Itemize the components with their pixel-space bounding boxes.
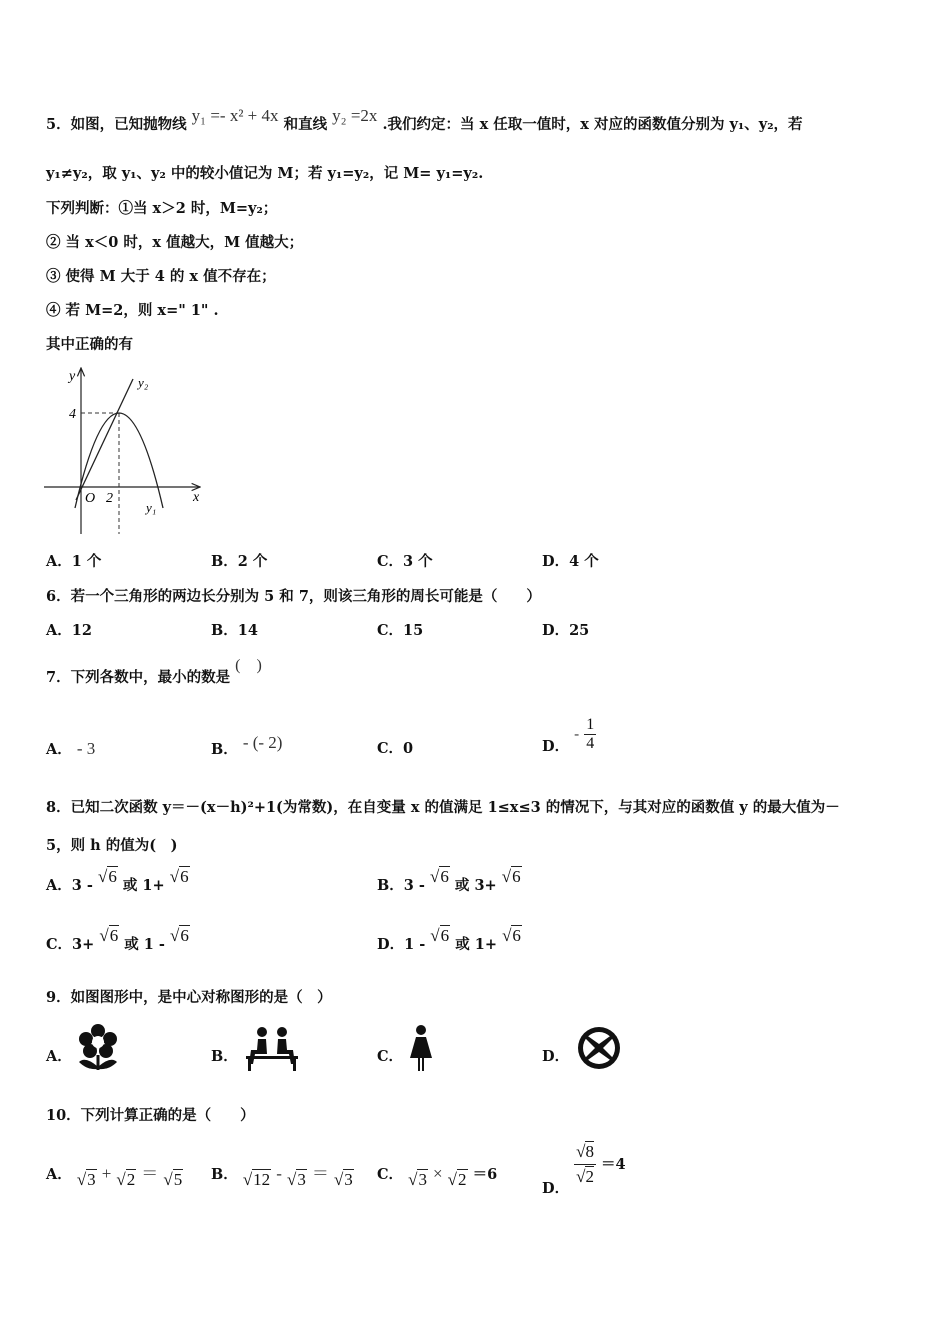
q10-b-eq: ＝: [311, 1164, 329, 1183]
q8-b-rad1: 6: [440, 867, 449, 886]
q7-a-label: A．: [46, 741, 72, 758]
woman-figure-icon: [407, 1024, 435, 1072]
q7-b-label: B．: [211, 741, 238, 758]
q8-d-sqrt2: √6: [502, 926, 521, 945]
seated-couple-icon: [243, 1026, 301, 1072]
q8-d-mid: 或 1+: [455, 936, 497, 953]
q8-c-mid: 或 1 -: [124, 936, 165, 953]
q10-a-sqrt2: √2: [116, 1170, 136, 1189]
q8-a-rad1: 6: [108, 867, 117, 886]
q5-text-b: 和直线: [283, 116, 328, 133]
q7-option-a[interactable]: [46, 739, 95, 760]
q9-question: 9．如图图形中，是中心对称图形的是（ ）: [46, 989, 332, 1006]
q7-d-num: 1: [586, 716, 595, 733]
q10-c-sqrt2: √2: [447, 1170, 467, 1189]
q10-d-num-sqrt: √8: [574, 1140, 596, 1165]
q6-option-a[interactable]: A．12: [46, 622, 92, 639]
q8-c-rad1: 6: [109, 926, 119, 945]
q10-d-label: D．: [542, 1179, 570, 1197]
q9-c-label: C．: [377, 1048, 404, 1065]
q5-judge-intro: 下列判断：①当 x＞2 时，M=y₂；: [46, 200, 278, 217]
q5-option-c[interactable]: C．3 个: [377, 553, 433, 570]
q10-d-den: 2: [585, 1167, 594, 1186]
q5-line2: y₁≠y₂，取 y₁、y₂ 中的较小值记为 M；若 y₁=y₂，记 M= y₁=y₂.: [46, 165, 484, 182]
q8-c-sqrt2: √6: [170, 926, 189, 945]
q8-a-mid: 或 1+: [122, 877, 165, 894]
q10-a-sqrt3: √5: [163, 1170, 183, 1189]
q8-option-b[interactable]: [377, 867, 522, 896]
q10-a-sqrt1: √3: [76, 1170, 96, 1189]
q10-c-eq: ＝6: [472, 1166, 498, 1183]
line-y2: [76, 379, 133, 500]
q9-option-b[interactable]: [211, 1047, 238, 1067]
q10-b-label: B．: [211, 1166, 238, 1183]
q10-a-op: +: [101, 1164, 112, 1183]
q8-option-c[interactable]: [46, 926, 190, 955]
q9-option-c[interactable]: [377, 1047, 403, 1067]
q10-option-c[interactable]: [377, 1164, 498, 1189]
q10-b-r1: 12: [253, 1170, 271, 1189]
q10-option-a[interactable]: [46, 1164, 183, 1189]
q8-c-pre: C．3+: [46, 936, 95, 953]
q8-c-sqrt1: √6: [99, 926, 119, 945]
q7-b-value: - (- 2): [242, 733, 283, 752]
q10-question: 10．下列计算正确的是（ ）: [46, 1107, 255, 1124]
q7-a-value: - 3: [76, 739, 96, 758]
q7-question: [46, 657, 262, 688]
graph-tick-y: 4: [69, 407, 76, 422]
circle-cross-icon: [574, 1024, 624, 1072]
q10-d-eq: ＝4: [601, 1155, 626, 1173]
q9-a-label: A．: [46, 1048, 72, 1065]
q8-b-sqrt2: √6: [501, 867, 521, 886]
q5-line1: [46, 106, 803, 135]
q10-d-fraction: [574, 1140, 596, 1189]
q10-b-sqrt3: √3: [333, 1170, 353, 1189]
graph-x-label: x: [193, 490, 200, 505]
q8-d-rad1: 6: [440, 926, 450, 945]
q7-d-label: D．: [542, 737, 570, 755]
q5-graph: [40, 362, 210, 542]
q5-option-b[interactable]: B．2 个: [211, 553, 268, 570]
graph-y1-label: y₁: [146, 500, 157, 515]
q7-d-sign: -: [574, 726, 580, 743]
q10-b-r3: 3: [344, 1170, 353, 1189]
q8-b-rad2: 6: [512, 867, 521, 886]
q7-paren: ( ): [235, 657, 262, 674]
q8-d-sqrt1: √6: [430, 926, 450, 945]
q9-d-label: D．: [542, 1048, 570, 1065]
q9-option-a[interactable]: [46, 1047, 72, 1067]
graph-y2-label: y₂: [138, 375, 149, 390]
q9-b-label: B．: [211, 1048, 238, 1065]
q9-option-d[interactable]: [542, 1047, 569, 1067]
q10-a-label: A．: [46, 1166, 72, 1183]
q10-d-den-sqrt: √2: [576, 1167, 594, 1186]
q10-a-eq: ＝: [141, 1164, 159, 1183]
q5-judge-4: ④ 若 M=2，则 x=" 1" .: [46, 302, 219, 319]
q5-option-d[interactable]: D．4 个: [542, 553, 599, 570]
q10-a-r1: 3: [87, 1170, 96, 1189]
q7-d-fraction: [584, 716, 596, 753]
graph-origin-label: O: [85, 491, 96, 506]
q8-option-d[interactable]: [377, 926, 522, 955]
q5-judge-2: ② 当 x＜0 时，x 值越大，M 值越大；: [46, 234, 304, 251]
q5-question: 其中正确的有: [46, 336, 133, 353]
q10-a-r3: 5: [173, 1170, 183, 1189]
q8-a-pre: A．3 -: [46, 877, 93, 894]
q8-d-rad2: 6: [512, 926, 521, 945]
q10-b-sqrt1: √12: [242, 1170, 271, 1189]
q10-b-sqrt2: √3: [286, 1170, 306, 1189]
q5-option-a[interactable]: A．1 个: [46, 553, 102, 570]
q10-c-label: C．: [377, 1166, 404, 1183]
q8-a-sqrt1: √6: [97, 867, 117, 886]
q8-option-a[interactable]: [46, 867, 190, 896]
q10-b-op: -: [276, 1164, 282, 1183]
flower-icon: [75, 1022, 121, 1072]
q6-option-d[interactable]: D．25: [542, 622, 590, 639]
graph-y-label: y: [69, 369, 76, 384]
q6-option-b[interactable]: B．14: [211, 622, 258, 639]
q8-b-mid: 或 3+: [454, 877, 497, 894]
q7-option-b[interactable]: [211, 733, 283, 758]
q8-line2: 5，则 h 的值为( ): [46, 837, 178, 854]
q7-option-d[interactable]: [542, 716, 596, 753]
q10-c-r2: 2: [458, 1170, 467, 1189]
q8-line1: 8．已知二次函数 y＝－(x－h)²+1(为常数)，在自变量 x 的值满足 1≤x≤3 的情况下，与其对应的函数值 y 的最大值为－: [46, 799, 840, 816]
q6-option-c[interactable]: C．15: [377, 622, 424, 639]
q7-text: 7．下列各数中，最小的数是: [46, 669, 231, 686]
q10-c-r1: 3: [418, 1170, 427, 1189]
q8-d-pre: D．1 -: [377, 936, 426, 953]
q7-option-c[interactable]: C．0: [377, 740, 414, 757]
q10-c-op: ×: [433, 1164, 443, 1183]
q10-c-sqrt1: √3: [408, 1170, 427, 1189]
q10-a-r2: 2: [126, 1170, 136, 1189]
q10-option-b[interactable]: [211, 1164, 354, 1189]
q5-text-a: 5．如图，已知抛物线: [46, 116, 187, 133]
q10-d-num: 8: [585, 1142, 594, 1161]
q5-text-c: .我们约定：当 x 任取一值时，x 对应的函数值分别为 y₁、y₂，若: [382, 116, 803, 133]
q10-option-d[interactable]: [542, 1140, 626, 1197]
q8-c-rad2: 6: [180, 926, 189, 945]
q6-question: 6．若一个三角形的两边长分别为 5 和 7，则该三角形的周长可能是（ ）: [46, 588, 541, 605]
q8-b-pre: B．3 -: [377, 877, 425, 894]
q8-a-sqrt2: √6: [169, 867, 189, 886]
graph-tick-x: 2: [106, 491, 113, 506]
q5-judge-3: ③ 使得 M 大于 4 的 x 值不存在；: [46, 268, 276, 285]
q8-b-sqrt1: √6: [429, 867, 449, 886]
q7-d-den: 4: [586, 735, 595, 752]
q5-y2-expression: y₂ =2x: [332, 106, 378, 125]
q8-a-rad2: 6: [180, 867, 189, 886]
q10-b-r2: 3: [297, 1170, 306, 1189]
q5-y1-expression: y₁ =- x² + 4x: [191, 106, 279, 125]
